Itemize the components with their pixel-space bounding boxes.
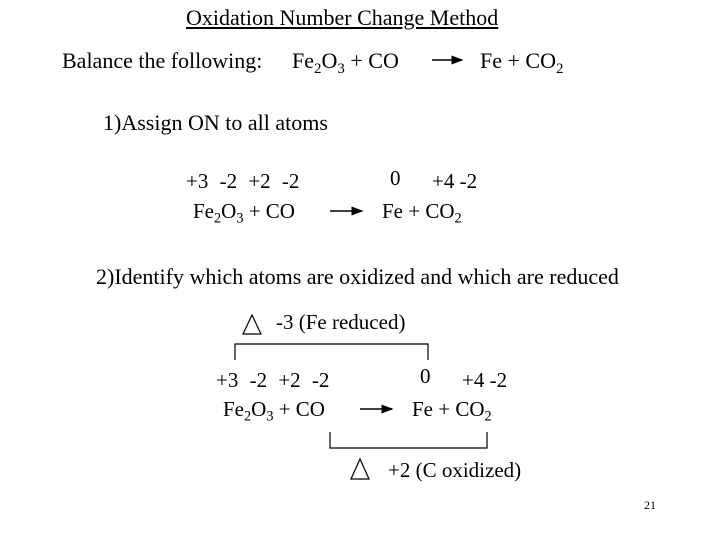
step2-oxidation-numbers-left: +3 -2 +2 -2 [216, 368, 330, 392]
formula-text: Fe [292, 48, 314, 73]
c-change-bracket [330, 432, 487, 448]
subscript: 2 [454, 210, 462, 227]
formula-text: O [221, 199, 237, 223]
step2-oxidation-number-fe: 0 [420, 364, 431, 388]
formula-text: O [321, 48, 338, 73]
subscript: 3 [236, 210, 244, 227]
page-title: Oxidation Number Change Method [186, 5, 499, 30]
page-number: 21 [644, 498, 656, 512]
step1-oxidation-numbers-right: +4 -2 [432, 169, 478, 193]
formula-text: Fe [193, 199, 214, 223]
formula-text: + CO [243, 199, 295, 223]
formula-text: + CO [344, 48, 399, 73]
subscript: 2 [484, 408, 492, 425]
problem-label: Balance the following: [62, 48, 263, 73]
step2-oxidation-numbers-right: +4 -2 [462, 368, 508, 392]
subscript: 2 [314, 60, 322, 77]
subscript: 3 [266, 408, 274, 425]
subscript: 2 [555, 60, 564, 77]
formula-text: Fe + CO [412, 397, 485, 421]
step1-oxidation-number-fe: 0 [390, 166, 401, 190]
step1-heading: 1)Assign ON to all atoms [103, 110, 328, 135]
fe-change-bracket [235, 344, 428, 360]
step2-delta-fe: -3 (Fe reduced) [276, 310, 406, 334]
step2-heading: 2)Identify which atoms are oxidized and which are reduced [96, 264, 619, 289]
step2-delta-c: +2 (C oxidized) [388, 458, 522, 482]
subscript: 2 [244, 408, 252, 425]
subscript: 2 [214, 210, 222, 227]
formula-text: O [251, 397, 267, 421]
formula-text: Fe [223, 397, 244, 421]
formula-text: + CO [273, 397, 325, 421]
subscript: 3 [337, 60, 345, 77]
delta-triangle-icon-fe [243, 315, 261, 334]
step1-oxidation-numbers-left: +3 -2 +2 -2 [186, 169, 300, 193]
formula-text: Fe + CO [382, 199, 455, 223]
delta-triangle-icon-c [351, 459, 369, 479]
formula-text: Fe + CO [480, 48, 556, 73]
